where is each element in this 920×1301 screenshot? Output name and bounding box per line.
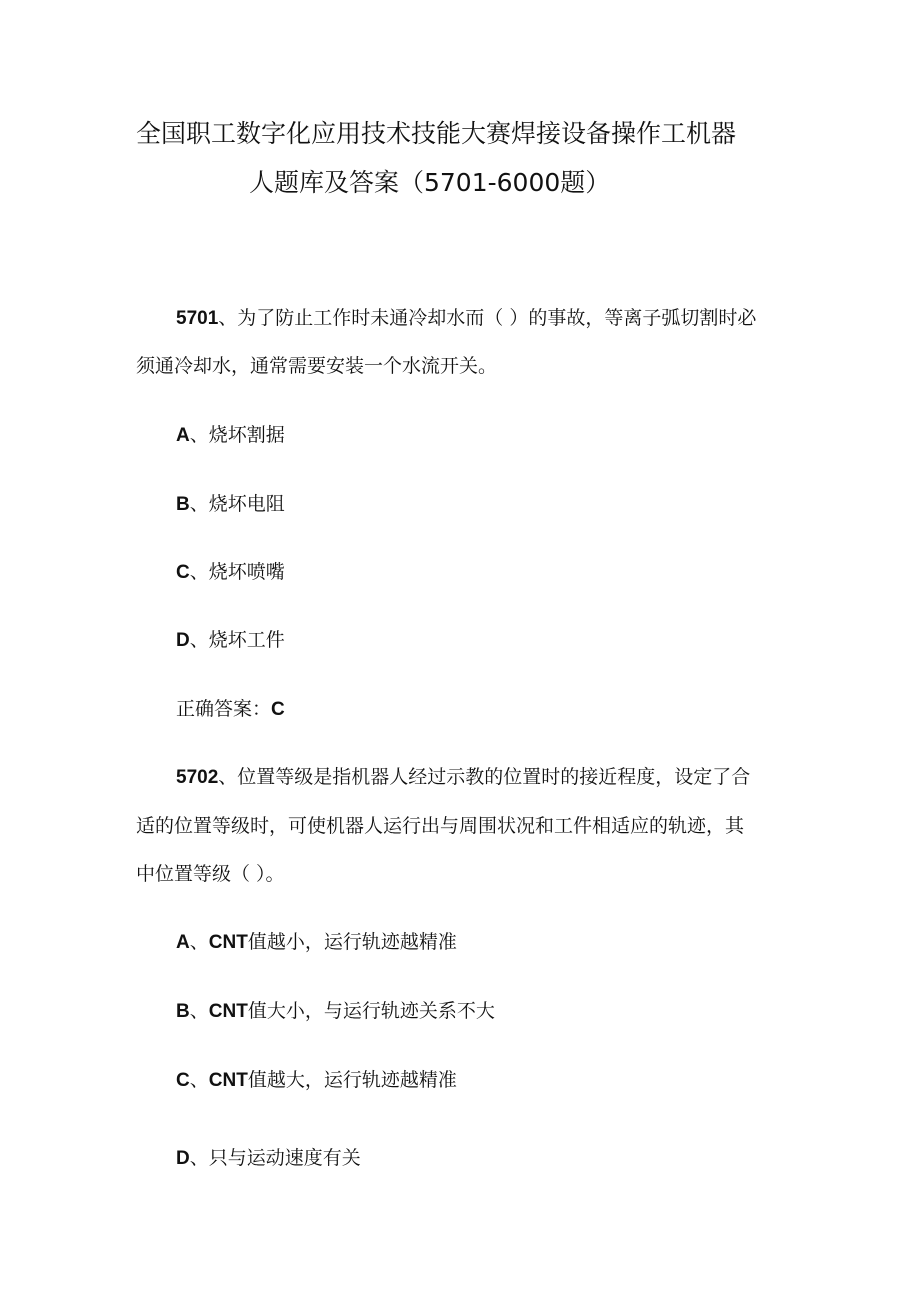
option-text: 只与运动速度有关 bbox=[208, 1147, 361, 1169]
option-separator: 、 bbox=[189, 1000, 209, 1022]
question-5702-stem-line-2: 适的位置等级时，可使机器人运行出与周围状况和工件相适应的轨迹，其 bbox=[136, 815, 745, 837]
document-title-line-1: 全国职工数字化应用技术技能大赛焊接设备操作工机器 bbox=[136, 119, 737, 148]
option-c bbox=[176, 558, 285, 587]
option-separator: 、 bbox=[189, 561, 209, 583]
option-prefix: CNT bbox=[208, 1001, 248, 1022]
option-letter: D bbox=[176, 1148, 190, 1169]
option-a bbox=[176, 421, 285, 450]
option-letter: B bbox=[176, 1001, 190, 1022]
option-separator: 、 bbox=[189, 1147, 209, 1169]
option-separator: 、 bbox=[189, 931, 209, 953]
option-b bbox=[176, 997, 495, 1026]
option-letter: A bbox=[176, 932, 190, 953]
option-separator: 、 bbox=[189, 1069, 209, 1091]
option-letter: C bbox=[176, 1070, 190, 1091]
question-separator: 、 bbox=[218, 307, 238, 329]
correct-answer bbox=[176, 695, 285, 724]
correct-answer-label: 正确答案： bbox=[176, 698, 272, 720]
option-text: 烧坏割据 bbox=[208, 424, 285, 446]
question-stem-text: 为了防止工作时未通冷却水而（ ）的事故，等离子弧切割时必 bbox=[237, 307, 757, 329]
question-5702-stem-line-3: 中位置等级（ ）。 bbox=[136, 863, 285, 885]
option-d bbox=[176, 1144, 361, 1173]
option-text: 烧坏电阻 bbox=[208, 493, 285, 515]
option-prefix: CNT bbox=[208, 932, 248, 953]
option-letter: C bbox=[176, 562, 190, 583]
option-d bbox=[176, 626, 285, 655]
option-separator: 、 bbox=[189, 629, 209, 651]
option-text: 值越小，运行轨迹越精准 bbox=[247, 931, 457, 953]
question-number: 5702 bbox=[176, 767, 219, 788]
document-title-line-2: 人题库及答案（5701-6000题） bbox=[249, 168, 611, 197]
option-text: 烧坏喷嘴 bbox=[208, 561, 285, 583]
option-a bbox=[176, 928, 457, 957]
question-5702-stem-line-1 bbox=[176, 763, 750, 792]
question-separator: 、 bbox=[218, 766, 238, 788]
option-text: 烧坏工件 bbox=[208, 629, 285, 651]
option-letter: D bbox=[176, 630, 190, 651]
question-5701-stem-line-1 bbox=[176, 304, 756, 333]
option-c bbox=[176, 1066, 457, 1095]
option-b bbox=[176, 490, 285, 519]
question-number: 5701 bbox=[176, 308, 219, 329]
correct-answer-value: C bbox=[271, 699, 285, 720]
option-prefix: CNT bbox=[208, 1070, 248, 1091]
option-separator: 、 bbox=[189, 493, 209, 515]
question-stem-text: 位置等级是指机器人经过示教的位置时的接近程度，设定了合 bbox=[237, 766, 751, 788]
option-separator: 、 bbox=[189, 424, 209, 446]
option-text: 值越大，运行轨迹越精准 bbox=[247, 1069, 457, 1091]
question-5701-stem-line-2: 须通冷却水，通常需要安装一个水流开关。 bbox=[136, 355, 498, 377]
option-letter: B bbox=[176, 494, 190, 515]
option-text: 值大小，与运行轨迹关系不大 bbox=[247, 1000, 495, 1022]
option-letter: A bbox=[176, 425, 190, 446]
